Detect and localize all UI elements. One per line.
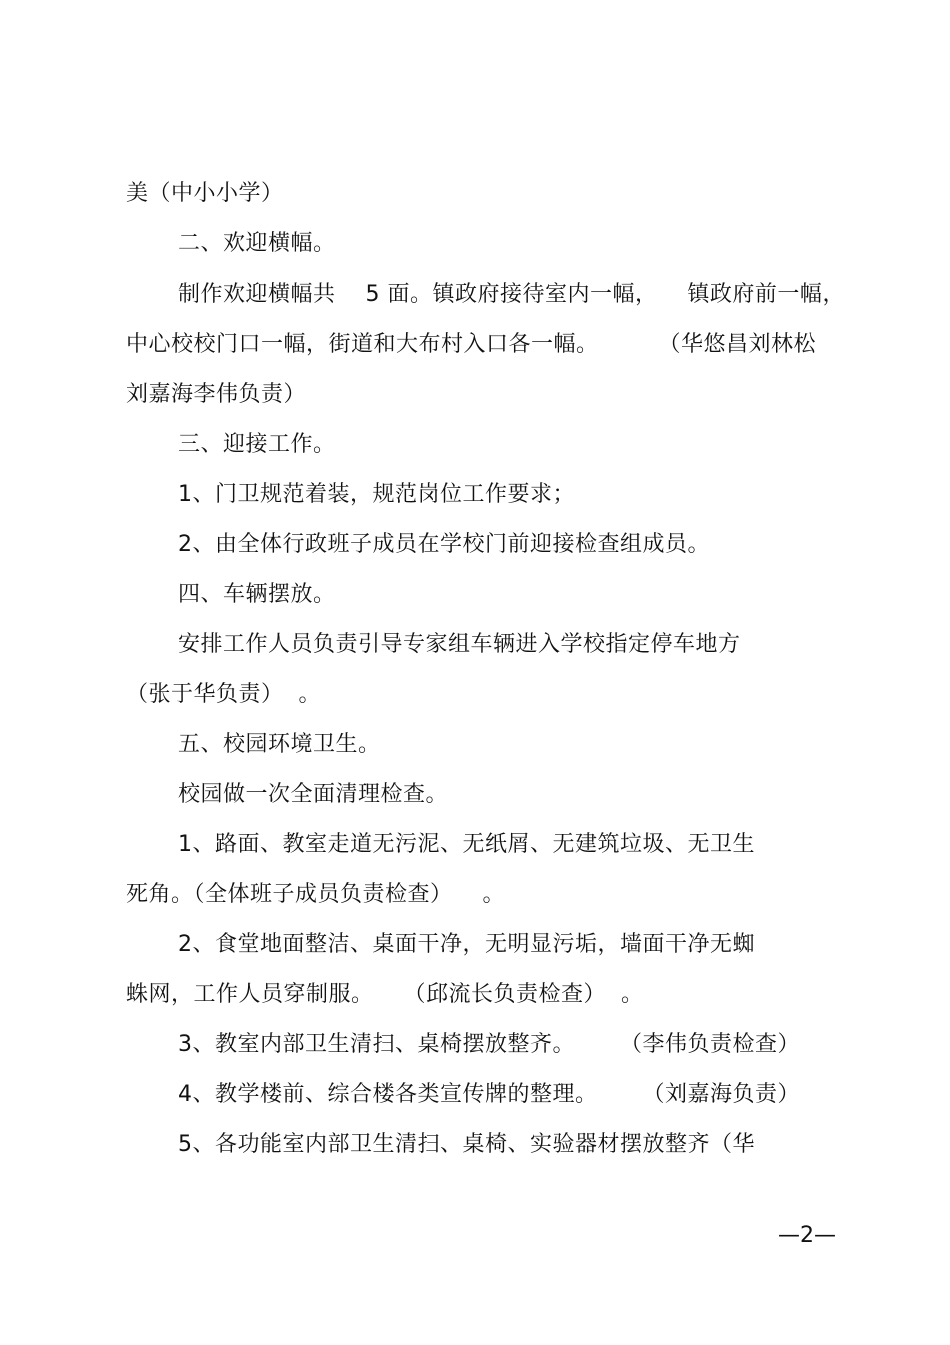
section-heading: 三、迎接工作。 xyxy=(178,432,336,457)
list-item: 2、食堂地面整洁、桌面干净，无明显污垢，墙面干净无蜘 xyxy=(178,932,755,957)
list-item: 1、路面、教室走道无污泥、无纸屑、无建筑垃圾、无卫生 xyxy=(178,832,755,857)
text-line: 刘嘉海李伟负责） xyxy=(126,382,307,407)
text-line: 制作欢迎横幅共 5 面。镇政府接待室内一幅， 镇政府前一幅， xyxy=(178,282,845,307)
text-line: 中心校校门口一幅，街道和大布村入口各一幅。 （华悠昌刘林松 xyxy=(126,332,816,357)
list-item: 3、教室内部卫生清扫、桌椅摆放整齐。 （李伟负责检查） xyxy=(178,1032,800,1057)
text-line: （张于华负责） 。 xyxy=(126,682,321,707)
list-item: 5、各功能室内部卫生清扫、桌椅、实验器材摆放整齐（华 xyxy=(178,1132,755,1157)
text-line: 死角。（全体班子成员负责检查） 。 xyxy=(126,882,505,907)
section-heading: 五、校园环境卫生。 xyxy=(178,732,381,757)
text-line: 美（中小小学） xyxy=(126,181,284,206)
list-item: 1、门卫规范着装，规范岗位工作要求； xyxy=(178,482,575,507)
list-item: 4、教学楼前、综合楼各类宣传牌的整理。 （刘嘉海负责） xyxy=(178,1082,800,1107)
text-line: 校园做一次全面清理检查。 xyxy=(178,782,449,807)
list-item: 2、由全体行政班子成员在学校门前迎接检查组成员。 xyxy=(178,532,710,557)
section-heading: 四、车辆摆放。 xyxy=(178,582,336,607)
text-line: 安排工作人员负责引导专家组车辆进入学校指定停车地方 xyxy=(178,632,741,657)
text-line: 蛛网，工作人员穿制服。 （邱流长负责检查） 。 xyxy=(126,982,644,1007)
section-heading: 二、欢迎横幅。 xyxy=(178,231,336,256)
page-number: —2— xyxy=(778,1223,836,1248)
